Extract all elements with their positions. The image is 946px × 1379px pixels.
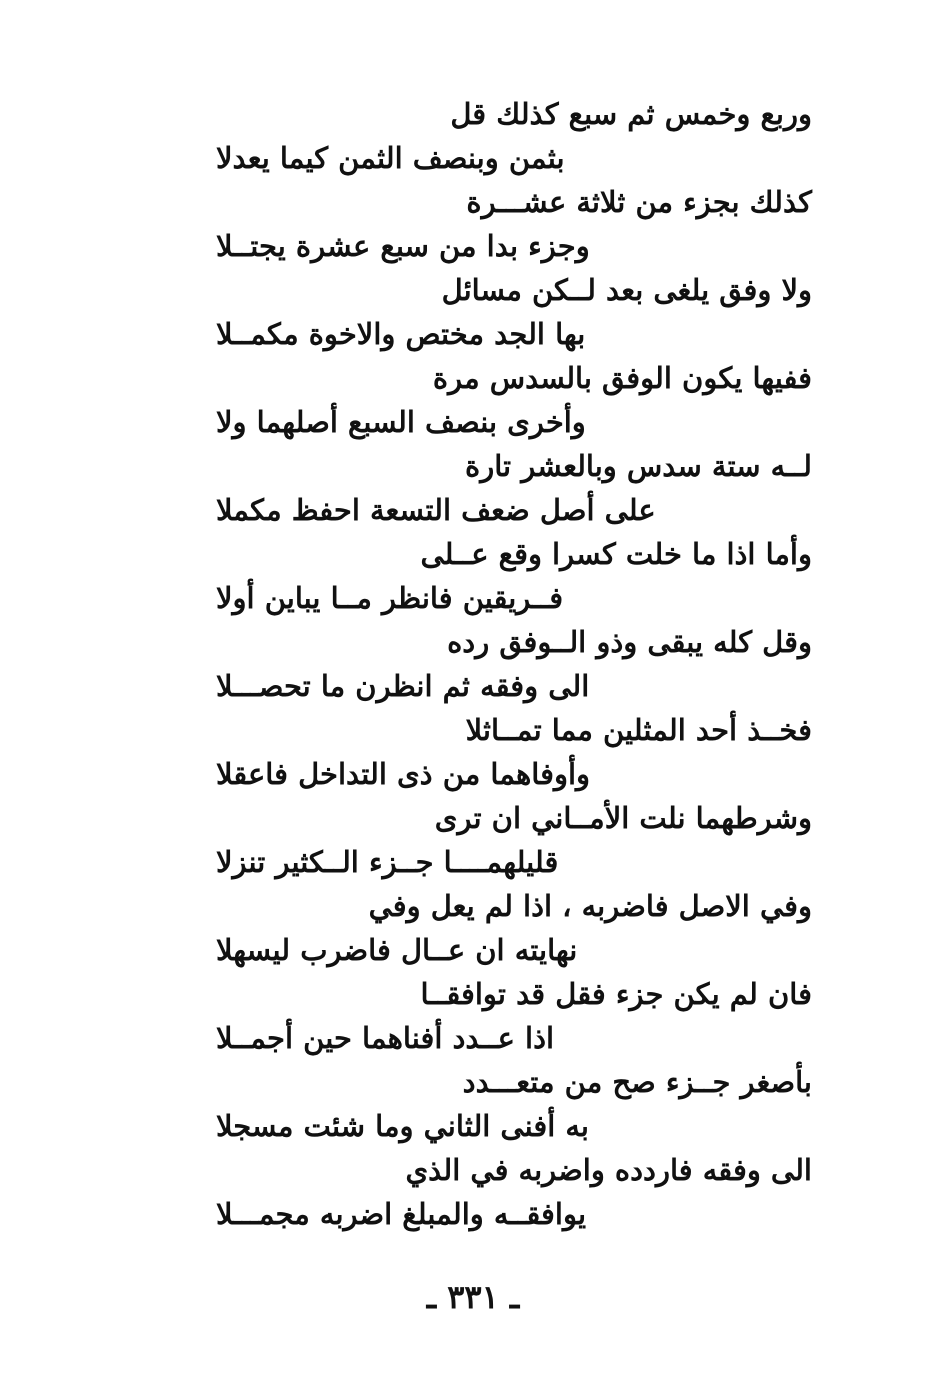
page-number: ـ ٣٣١ ـ xyxy=(426,1278,520,1316)
verse-line: على أصل ضعف التسعة احفظ مكملا xyxy=(216,493,656,527)
verse-line: قليلهمــــا جــزء الــكثير تنزلا xyxy=(216,845,559,879)
verse-line: به أفنى الثاني وما شئت مسجلا xyxy=(216,1109,589,1143)
verse-line: نهايته ان عــال فاضرب ليسهلا xyxy=(216,933,578,967)
verse-line: لــه ستة سدس وبالعشر تارة xyxy=(465,449,812,483)
verse-line: فان لم يكن جزء فقل قد توافقــا xyxy=(420,977,812,1011)
verse-line: اذا عــدد أفناهما حين أجمــلا xyxy=(216,1021,555,1055)
verse-line: وقل كله يبقى وذو الــوفق رده xyxy=(447,625,812,659)
verse-line: وأوفاهما من ذى التداخل فاعقلا xyxy=(216,757,591,791)
verse-line: ولا وفق يلغى بعد لــكن مسائل xyxy=(441,273,812,307)
verse-line: وشرطهما نلت الأمــاني ان ترى xyxy=(434,801,812,835)
verse-line: ففيها يكون الوفق بالسدس مرة xyxy=(432,361,812,395)
verse-line: فخــذ أحد المثلين مما تمــاثلا xyxy=(465,713,812,747)
verse-line: وأخرى بنصف السبع أصلهما ولا xyxy=(216,405,586,439)
verse-line: بثمن وبنصف الثمن كيما يعدلا xyxy=(216,141,565,175)
verse-line: فــريقين فانظر مــا يباين أولا xyxy=(216,581,564,615)
verse-line: وربع وخمس ثم سبع كذلك قل xyxy=(450,97,812,131)
verse-line: بها الجد مختص والاخوة مكمــلا xyxy=(216,317,586,351)
verse-line: الى وفقه فاردده واضربه في الذي xyxy=(405,1153,812,1187)
verse-line: الى وفقه ثم انظرن ما تحصـــلا xyxy=(216,669,590,703)
verse-line: يوافقــه والمبلغ اضربه مجمـــلا xyxy=(216,1197,587,1231)
verse-line: وجزء بدا من سبع عشرة يجتــلا xyxy=(216,229,590,263)
poem-text xyxy=(200,92,818,1236)
verse-line: وأما اذا ما خلت كسرا وقع عــلى xyxy=(420,537,812,571)
verse-line: بأصغر جــزء صح من متعـــدد xyxy=(462,1065,812,1099)
verse-line: كذلك بجزء من ثلاثة عشـــرة xyxy=(466,185,812,219)
verse-line: وفي الاصل فاضربه ، اذا لم يعل وفي xyxy=(368,889,812,923)
